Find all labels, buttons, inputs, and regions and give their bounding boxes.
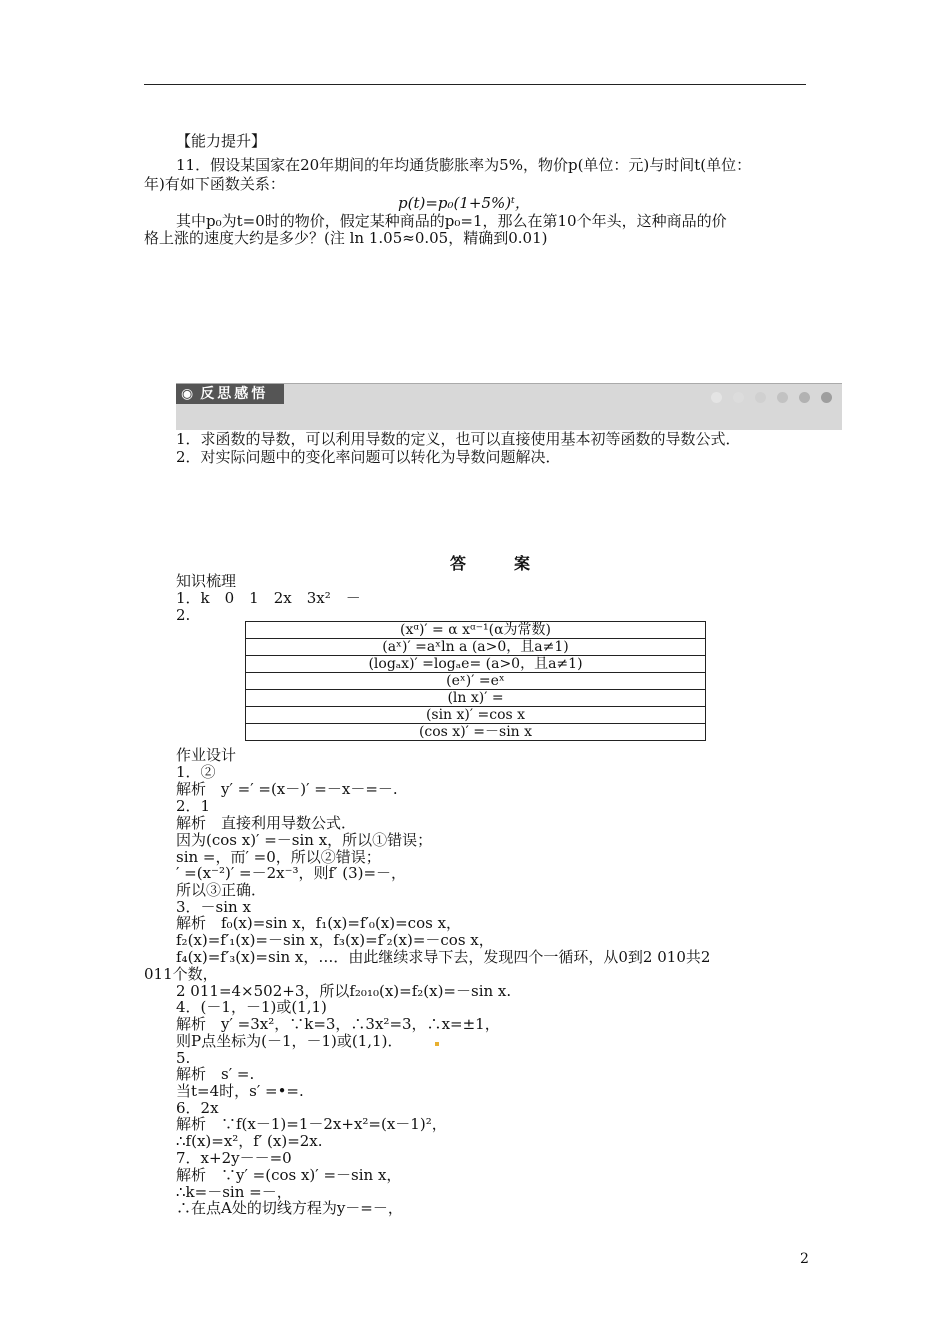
target-icon: ◉ xyxy=(181,386,197,402)
problem-11-line-3: 其中p₀为t=0时的物价，假定某种商品的p₀=1，那么在第10个年头，这种商品的价 xyxy=(176,212,727,230)
answer-line: 所以③正确． xyxy=(176,881,267,899)
answer-line: 解析 ∵f(x－1)=1－2x+x²=(x－1)²， xyxy=(176,1115,447,1133)
header-rule xyxy=(144,84,806,85)
answer-line: 7．x+2y－－=0 xyxy=(176,1149,292,1167)
answer-line: 解析 y′ =3x²，∵k=3，∴3x²=3，∴x=±1， xyxy=(176,1015,500,1033)
knowledge-heading: 知识梳理 xyxy=(176,572,237,590)
formula-cell: (sin x)′ =cos x xyxy=(246,707,706,724)
answer-line: 解析 ∵y′ =(cos x)′ =－sin x， xyxy=(176,1166,402,1184)
answer-line: 解析 直接利用导数公式． xyxy=(176,814,357,832)
answer-line: ∴在点A处的切线方程为y－=－， xyxy=(176,1199,403,1217)
formula-cell: (ln x)′ = xyxy=(246,690,706,707)
answer-line: 5. xyxy=(176,1049,191,1067)
dot-icon xyxy=(799,392,810,403)
answer-line: 4．(－1，－1)或(1,1) xyxy=(176,998,327,1016)
page-number: 2 xyxy=(800,1251,809,1267)
answer-line: 1．② xyxy=(176,763,216,781)
answer-line: 2 011=4×502+3，所以f₂₀₁₀(x)=f₂(x)=－sin x. xyxy=(176,982,512,1000)
dot-icon xyxy=(733,392,744,403)
answer-line: ∴f(x)=x²，f′ (x)=2x. xyxy=(176,1132,323,1150)
problem-11-line-2: 年)有如下函数关系： xyxy=(144,175,285,193)
answer-line: f₂(x)=f′₁(x)=－sin x，f₃(x)=f′₂(x)=－cos x， xyxy=(176,931,494,949)
answer-line: 解析 s′ =. xyxy=(176,1065,255,1083)
answer-line: 6．2x xyxy=(176,1099,219,1117)
answer-line: sin =，而′ =0，所以②错误； xyxy=(176,848,381,866)
answer-line: ∴k=－sin =－， xyxy=(176,1183,292,1201)
formula-cell: (cos x)′ =－sin x xyxy=(246,724,706,741)
decorative-dots xyxy=(700,388,832,407)
answers-title: 答案 xyxy=(450,554,579,573)
dot-icon xyxy=(711,392,722,403)
reflection-point-2: 2．对实际问题中的变化率问题可以转化为导数问题解决． xyxy=(176,448,561,466)
dot-icon xyxy=(777,392,788,403)
dot-icon xyxy=(821,392,832,403)
homework-heading: 作业设计 xyxy=(176,746,237,764)
answer-line: 因为(cos x)′ =－sin x，所以①错误； xyxy=(176,831,433,849)
problem-11-line-1: 11．假设某国家在20年期间的年均通货膨胀率为5%，物价p(单位：元)与时间t(单位： xyxy=(176,156,752,174)
answer-line: ′ =(x⁻²)′ =－2x⁻³，则f′ (3)=－， xyxy=(176,864,407,882)
reflection-band xyxy=(176,383,842,430)
formula-cell: (logₐx)′ =logₐe= (a>0，且a≠1) xyxy=(246,656,706,673)
formula-cell: (aˣ)′ =aˣln a (a>0，且a≠1) xyxy=(246,639,706,656)
answer-line: 011个数， xyxy=(144,965,218,983)
answer-line: 解析 f₀(x)=sin x，f₁(x)=f′₀(x)=cos x， xyxy=(176,914,462,932)
answer-line: 2．1 xyxy=(176,797,211,815)
knowledge-item-2: 2. xyxy=(176,606,191,624)
dot-icon xyxy=(755,392,766,403)
marker-dot xyxy=(435,1042,439,1046)
knowledge-item-1: 1．k 0 1 2x 3x² － xyxy=(176,589,361,607)
answer-line: 当t=4时，s′ =•=. xyxy=(176,1082,304,1100)
problem-11-formula: p(t)=p₀(1+5%)ᵗ， xyxy=(398,194,530,212)
answer-line: 则P点坐标为(－1，－1)或(1,1)． xyxy=(176,1032,403,1050)
answer-line: 3．－sin x xyxy=(176,898,251,916)
answer-line: 解析 y′ =′ =(x－)′ =－x－=－. xyxy=(176,780,398,798)
formula-cell: (eˣ)′ =eˣ xyxy=(246,673,706,690)
reflection-label: ◉ 反思感悟 xyxy=(176,384,284,404)
answer-line: f₄(x)=f′₃(x)=sin x，…．由此继续求导下去，发现四个一循环，从0到2 010共2 xyxy=(176,948,711,966)
reflection-point-1: 1．求函数的导数，可以利用导数的定义，也可以直接使用基本初等函数的导数公式． xyxy=(176,430,741,448)
formula-cell: (xᵅ)′ = α xᵅ⁻¹(α为常数) xyxy=(246,622,706,639)
derivative-formula-table xyxy=(245,621,706,741)
section-ability-heading: 【能力提升】 xyxy=(176,132,267,150)
problem-11-line-4: 格上涨的速度大约是多少？(注 ln 1.05≈0.05，精确到0.01) xyxy=(144,229,548,247)
